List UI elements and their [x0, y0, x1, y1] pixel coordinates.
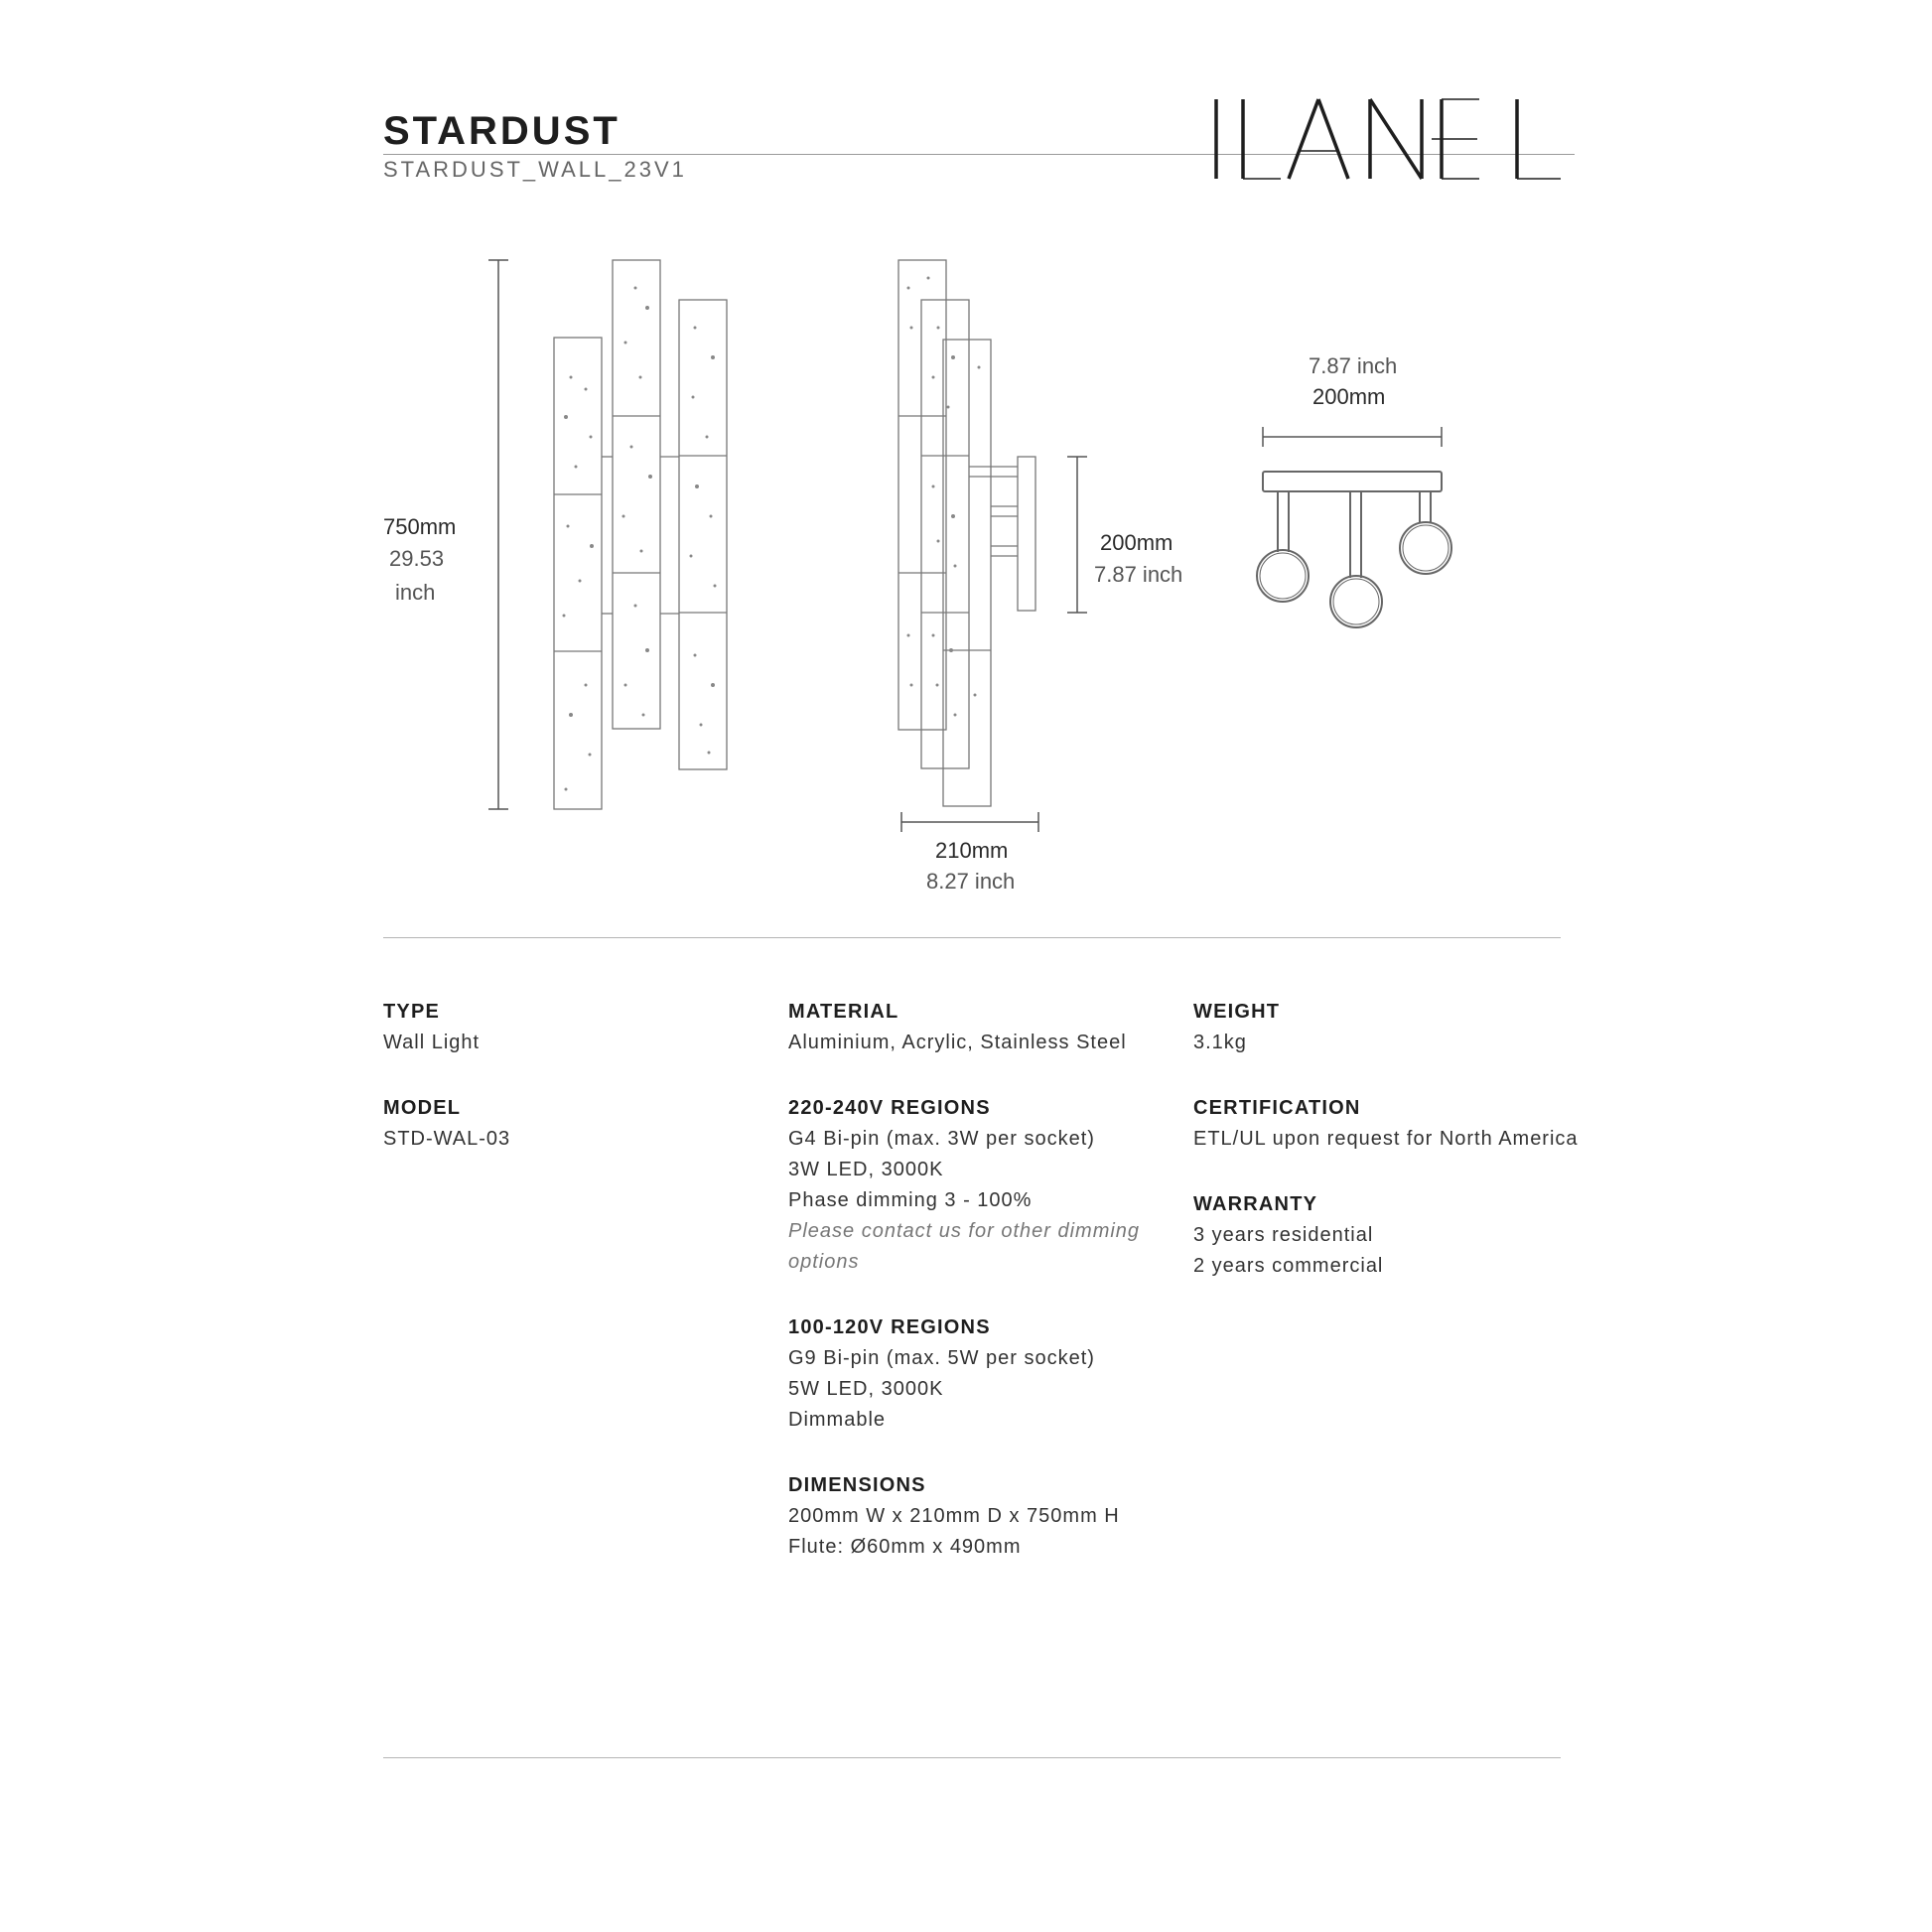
spec-note: options: [788, 1251, 860, 1273]
front-view: [554, 260, 727, 809]
spec-column-1: [383, 997, 780, 1189]
spec-model: [383, 1093, 780, 1155]
spec-heading: TYPE: [383, 1001, 441, 1023]
spec-value: 200mm W x 210mm D x 750mm H: [788, 1505, 1120, 1527]
top-view: [1257, 472, 1451, 627]
spec-heading: MATERIAL: [788, 1001, 899, 1023]
side-plate-inch: 7.87 inch: [1094, 562, 1183, 587]
spec-220-240v: [788, 1093, 1166, 1278]
spec-value: 5W LED, 3000K: [788, 1378, 944, 1400]
spec-heading: MODEL: [383, 1097, 462, 1119]
technical-drawings: [0, 0, 1932, 953]
spec-certification: [1193, 1093, 1610, 1155]
spec-value: 3 years residential: [1193, 1224, 1374, 1246]
spec-value: 2 years commercial: [1193, 1255, 1384, 1277]
side-plate-dimension-line: [1067, 457, 1087, 613]
spec-value: Dimmable: [788, 1409, 887, 1431]
spec-heading: WEIGHT: [1193, 1001, 1281, 1023]
top-width-dimension-line: [1263, 427, 1442, 447]
spec-value: 3W LED, 3000K: [788, 1159, 944, 1180]
spec-dimensions: [788, 1470, 1166, 1563]
spec-value: STD-WAL-03: [383, 1128, 511, 1150]
front-height-mm: 750mm: [383, 514, 457, 539]
side-plate-mm: 200mm: [1100, 530, 1173, 555]
spec-value: Wall Light: [383, 1032, 481, 1053]
spec-100-120v: [788, 1312, 1166, 1436]
section-divider-top: [383, 937, 1561, 938]
front-view-dots: [563, 287, 717, 791]
front-height-dimension-line: [488, 260, 508, 809]
spec-value: Aluminium, Acrylic, Stainless Steel: [788, 1032, 1127, 1053]
spec-heading: WARRANTY: [1193, 1193, 1318, 1215]
spec-value: G4 Bi-pin (max. 3W per socket): [788, 1128, 1095, 1150]
product-title: STARDUST: [383, 109, 621, 153]
front-height-inch-value: 29.53: [389, 546, 445, 571]
spec-material: [788, 997, 1166, 1058]
spec-value: 3.1kg: [1193, 1032, 1247, 1053]
front-height-inch-unit: inch: [395, 580, 436, 605]
spec-type: [383, 997, 780, 1058]
spec-value: G9 Bi-pin (max. 5W per socket): [788, 1347, 1095, 1369]
side-depth-dimension-line: [901, 812, 1038, 832]
side-depth-mm: 210mm: [935, 838, 1009, 863]
top-width-mm: 200mm: [1312, 384, 1386, 409]
side-view: [898, 260, 1035, 806]
spec-note: Please contact us for other dimming: [788, 1220, 1141, 1242]
product-code: STARDUST_WALL_23V1: [383, 157, 687, 182]
spec-weight: [1193, 997, 1610, 1058]
spec-heading: DIMENSIONS: [788, 1474, 926, 1496]
side-depth-inch: 8.27 inch: [926, 869, 1016, 894]
section-divider-bottom: [383, 1757, 1561, 1758]
spec-heading: 220-240V REGIONS: [788, 1097, 991, 1119]
top-width-inch: 7.87 inch: [1309, 353, 1398, 378]
spec-warranty: [1193, 1189, 1610, 1282]
spec-value: Flute: Ø60mm x 490mm: [788, 1536, 1022, 1558]
spec-column-2: [788, 997, 1166, 1597]
spec-value: Phase dimming 3 - 100%: [788, 1189, 1033, 1211]
spec-heading: CERTIFICATION: [1193, 1097, 1361, 1119]
spec-column-3: [1193, 997, 1610, 1316]
spec-value: ETL/UL upon request for North America: [1193, 1128, 1579, 1150]
spec-heading: 100-120V REGIONS: [788, 1316, 991, 1338]
